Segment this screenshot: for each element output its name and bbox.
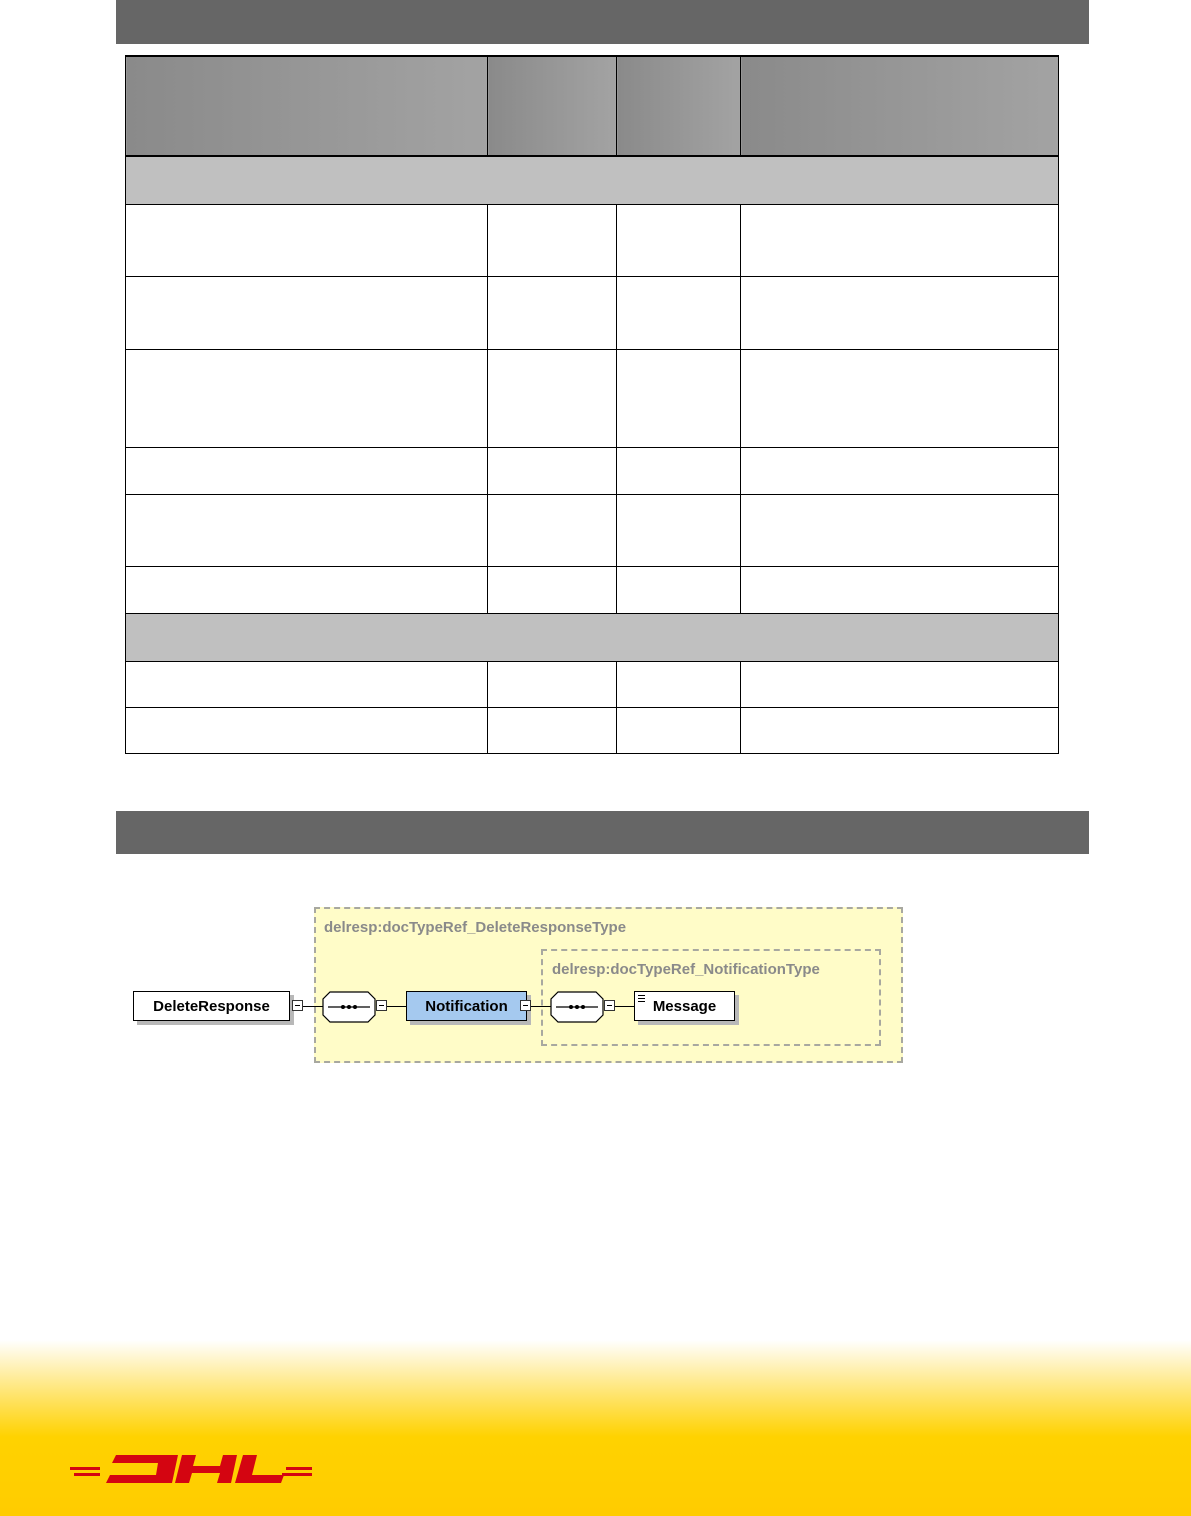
table-cell [741, 448, 1059, 495]
table-cell [126, 662, 488, 708]
column-header [617, 56, 741, 156]
table-row [126, 708, 1059, 754]
node-label: Message [652, 997, 717, 1015]
table-cell [126, 708, 488, 754]
collapse-toggle-icon[interactable] [376, 1000, 387, 1011]
table-cell [741, 277, 1059, 350]
inner-type-caption: delresp:docTypeRef_NotificationType [552, 961, 820, 978]
table-cell [617, 495, 741, 567]
group-label [126, 614, 1059, 662]
element-spec-table [125, 55, 1059, 754]
element-node-notification[interactable] [406, 991, 527, 1021]
column-header [488, 56, 617, 156]
sequence-compositor-icon[interactable] [322, 991, 376, 1023]
table-row [126, 495, 1059, 567]
table-cell [741, 662, 1059, 708]
table-cell [741, 567, 1059, 614]
table-group-row [126, 614, 1059, 662]
table-cell [617, 205, 741, 277]
table-cell [488, 495, 617, 567]
column-header [126, 56, 488, 156]
table-cell [126, 350, 488, 448]
table-cell [741, 350, 1059, 448]
table-cell [617, 350, 741, 448]
text-content-icon [638, 995, 645, 1004]
dhl-logo [70, 1453, 312, 1487]
collapse-toggle-icon[interactable] [520, 1000, 531, 1011]
table-cell [741, 708, 1059, 754]
table-cell [488, 708, 617, 754]
node-label: DeleteResponse [153, 997, 270, 1015]
table-cell [617, 277, 741, 350]
table-cell [488, 662, 617, 708]
collapse-toggle-icon[interactable] [292, 1000, 303, 1011]
table-cell [741, 495, 1059, 567]
table-cell [126, 205, 488, 277]
table-cell [126, 448, 488, 495]
table-cell [488, 277, 617, 350]
table-cell [488, 350, 617, 448]
table-cell [126, 495, 488, 567]
group-label [126, 156, 1059, 205]
column-header [741, 56, 1059, 156]
element-node-deleteresponse[interactable] [133, 991, 290, 1021]
footer-yellow-band [0, 1340, 1191, 1516]
table-cell [126, 567, 488, 614]
table-cell [126, 277, 488, 350]
table-cell [488, 448, 617, 495]
table-cell [617, 662, 741, 708]
table-row [126, 448, 1059, 495]
table-row [126, 567, 1059, 614]
table-row [126, 205, 1059, 277]
sequence-compositor-icon[interactable] [550, 991, 604, 1023]
node-label: Notification [425, 997, 508, 1015]
table-cell [741, 205, 1059, 277]
table-cell [488, 567, 617, 614]
table-row [126, 277, 1059, 350]
outer-type-caption: delresp:docTypeRef_DeleteResponseType [324, 919, 627, 936]
table-group-row [126, 156, 1059, 205]
collapse-toggle-icon[interactable] [604, 1000, 615, 1011]
element-node-message[interactable] [634, 991, 735, 1021]
table-row [126, 662, 1059, 708]
table-cell [617, 708, 741, 754]
table-cell [617, 567, 741, 614]
table-header-row [126, 56, 1059, 156]
table-row [126, 350, 1059, 448]
section-header-bar [116, 811, 1089, 854]
table-cell [617, 448, 741, 495]
section-header-bar [116, 0, 1089, 44]
table-cell [488, 205, 617, 277]
